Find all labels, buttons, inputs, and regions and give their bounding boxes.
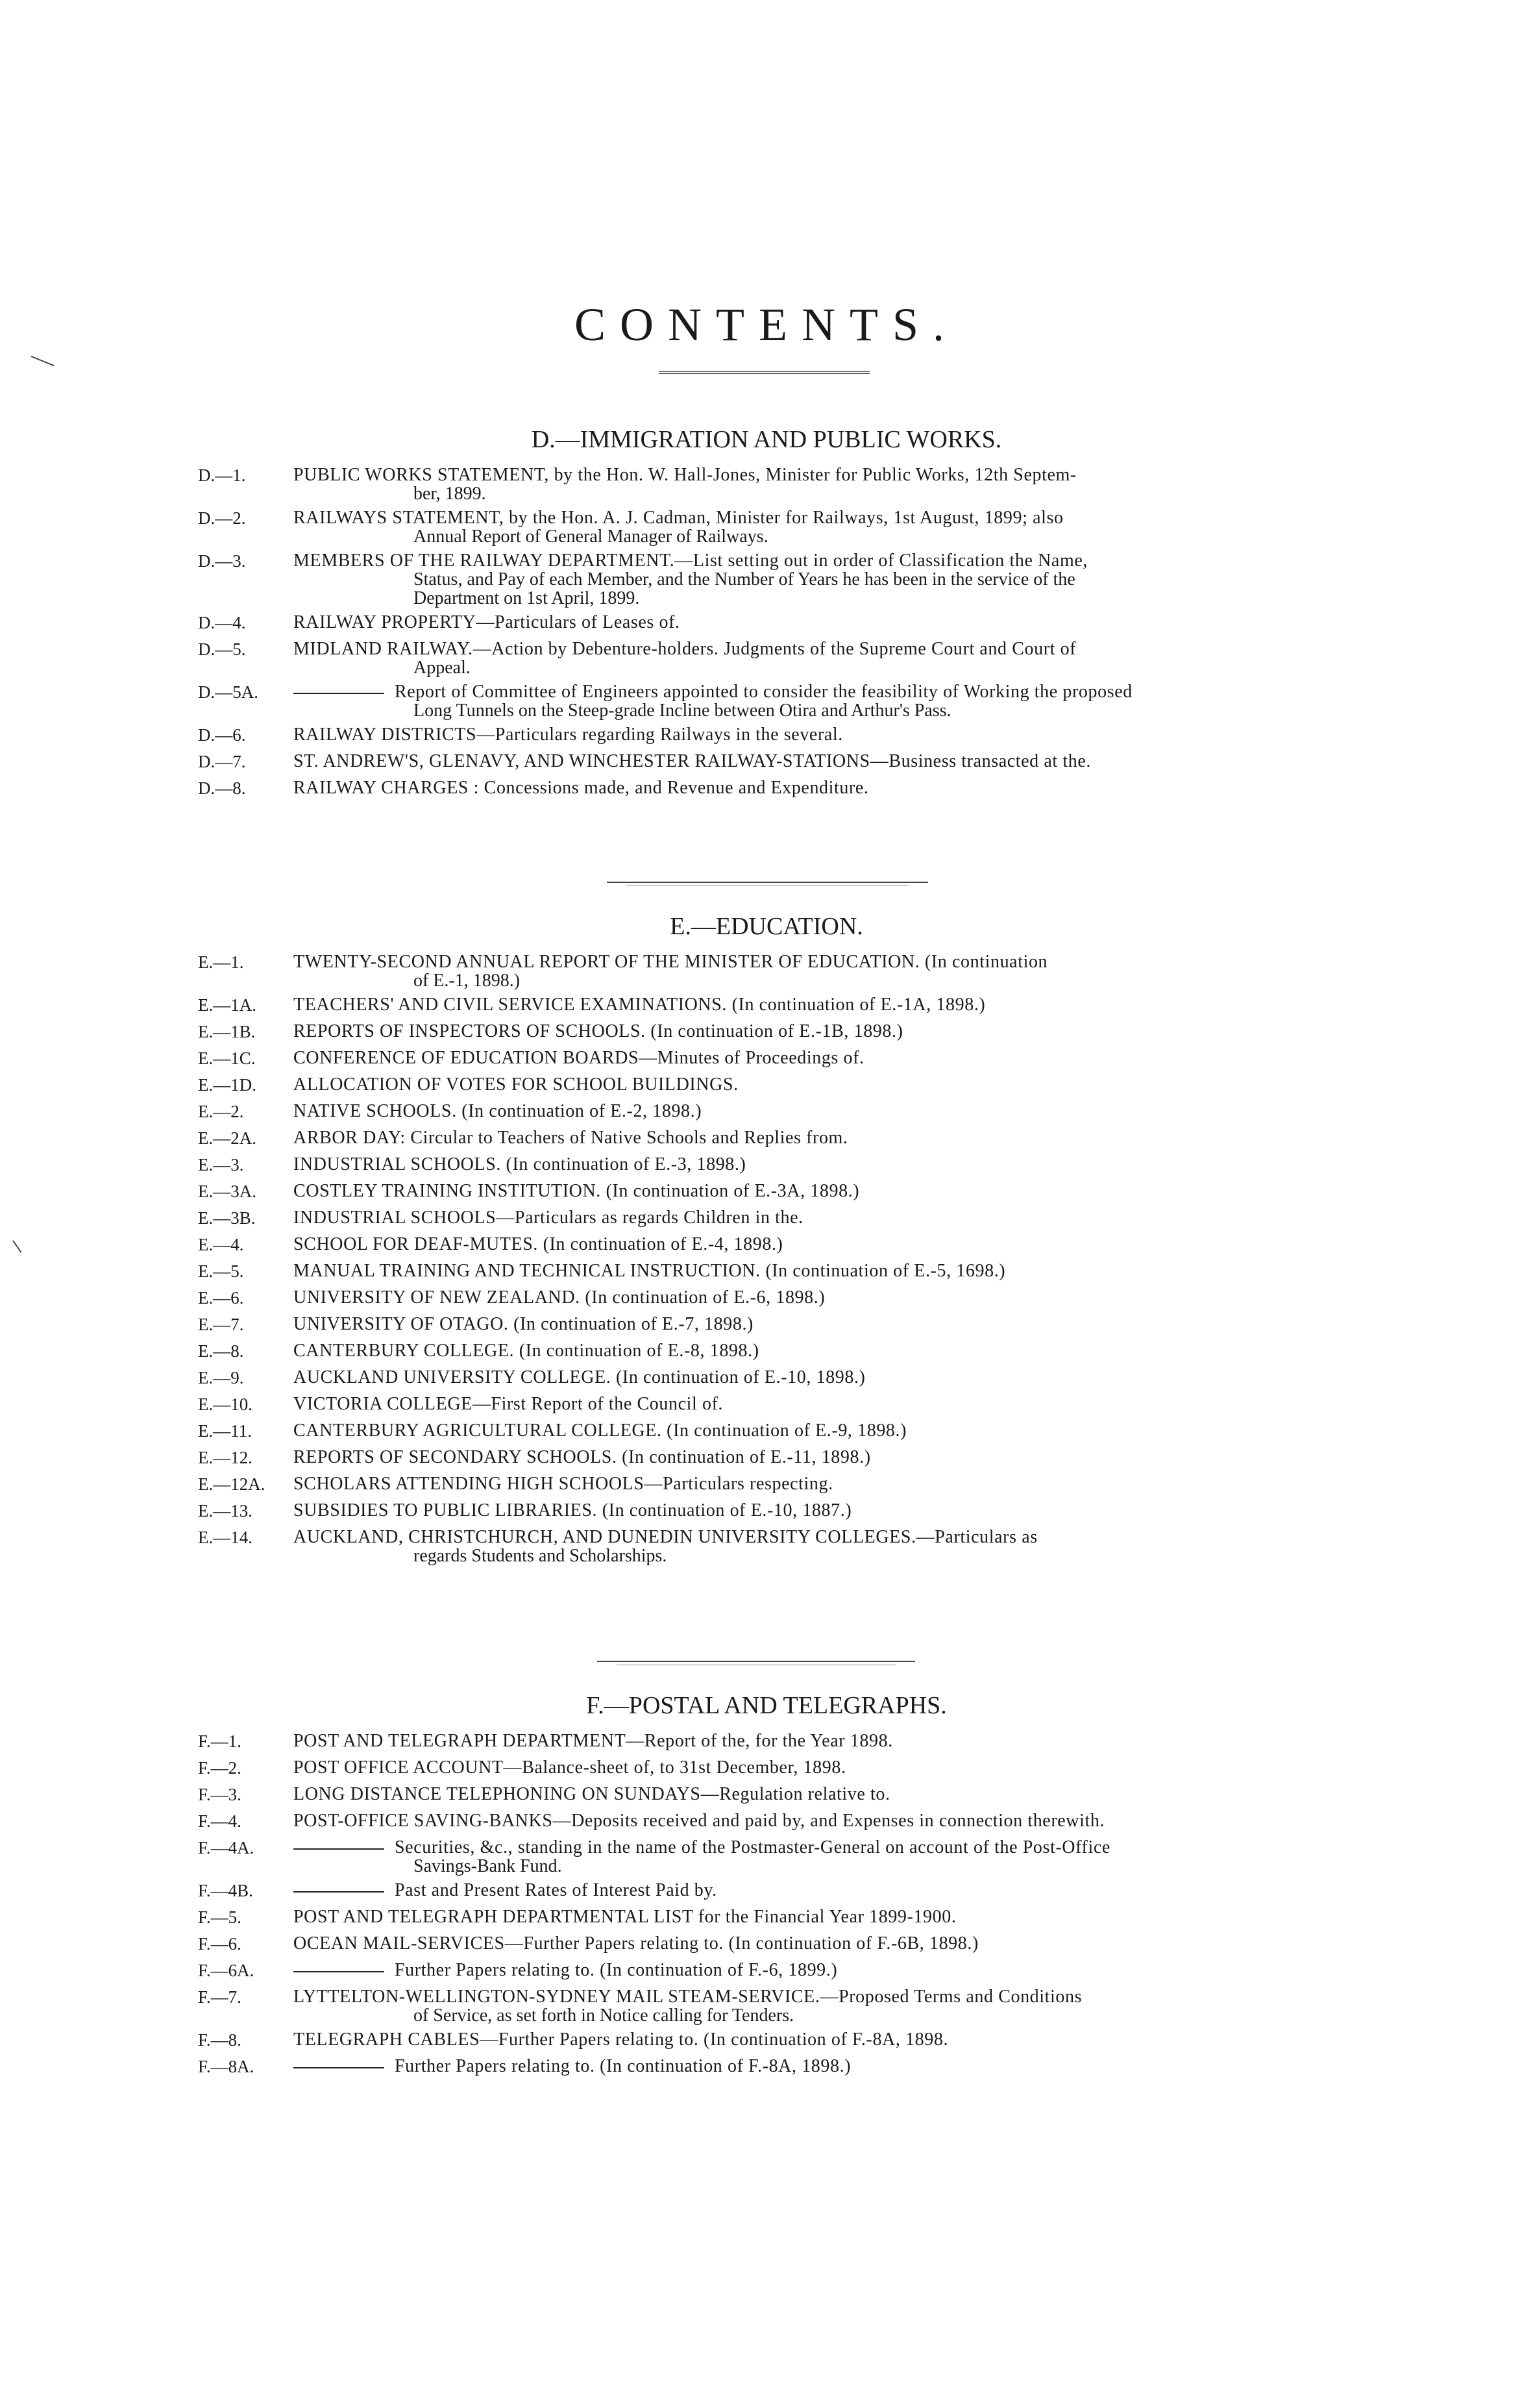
entry-first-line: CANTERBURY COLLEGE. (In continuation of E.-8, 1898.): [293, 1341, 759, 1361]
entry-first-line: AUCKLAND UNIVERSITY COLLEGE. (In continuation of E.-10, 1898.): [293, 1367, 866, 1387]
entry-first-line: SCHOOL FOR DEAF-MUTES. (In continuation of E.-4, 1898.): [293, 1234, 783, 1254]
contents-entry: [0, 1783, 1533, 1806]
entry-first-line: LONG DISTANCE TELEPHONING ON SUNDAYS—Regulation relative to.: [293, 1784, 890, 1804]
entry-first-line: VICTORIA COLLEGE—First Report of the Council of.: [293, 1394, 724, 1414]
entry-text: [293, 1047, 1325, 1067]
entry-first-line: Report of Committee of Engineers appointed to consider the feasibility of Working the proposed: [395, 682, 1133, 702]
contents-entry: [0, 1100, 1533, 1123]
entry-text: [293, 549, 1325, 608]
entry-first-line: ALLOCATION OF VOTES FOR SCHOOL BUILDINGS.: [293, 1074, 739, 1095]
entry-code: E.—1B.: [198, 1022, 256, 1041]
contents-entry: [0, 2028, 1533, 2052]
entry-first-line: SUBSIDIES TO PUBLIC LIBRARIES. (In continuation of E.-10, 1887.): [293, 1500, 852, 1521]
entry-code: E.—8.: [198, 1341, 244, 1361]
entry-text: [293, 723, 1325, 744]
entry-text: [293, 776, 1325, 797]
contents-entry: [0, 1499, 1533, 1522]
entry-text: [293, 506, 1325, 546]
entry-code: D.—5.: [198, 639, 246, 659]
entry-text: [293, 1233, 1325, 1254]
entry-continuation-line: ber, 1899.: [413, 484, 486, 504]
contents-entry: [0, 506, 1533, 546]
contents-entry: [0, 750, 1533, 773]
entry-code: E.—1.: [198, 952, 244, 972]
entry-first-line: Securities, &c., standing in the name of the Postmaster-General on account of the Post-Office: [395, 1837, 1110, 1857]
entry-text: [293, 1446, 1325, 1467]
contents-entry: [0, 1180, 1533, 1203]
entry-first-line: Past and Present Rates of Interest Paid by.: [395, 1880, 717, 1900]
contents-entry: [0, 950, 1533, 990]
entry-code: E.—1A.: [198, 995, 256, 1015]
entry-first-line: RAILWAY CHARGES : Concessions made, and Revenue and Expenditure.: [293, 778, 869, 798]
contents-entry: [0, 1959, 1533, 1982]
entry-first-line: INDUSTRIAL SCHOOLS. (In continuation of E.-3, 1898.): [293, 1154, 746, 1174]
entry-text: [293, 1730, 1325, 1750]
entry-code: F.—2.: [198, 1758, 241, 1778]
entry-code: E.—3A.: [198, 1182, 256, 1201]
entry-code: E.—5.: [198, 1261, 244, 1281]
contents-entry: [0, 464, 1533, 503]
entry-text: [293, 1472, 1325, 1493]
entry-code: D.—3.: [198, 551, 246, 571]
entry-code: F.—8A.: [198, 2057, 254, 2076]
ditto-dash: [293, 1848, 384, 1850]
contents-entry: [0, 1526, 1533, 1565]
contents-entry: [0, 1932, 1533, 1955]
entry-continuation-line: Department on 1st April, 1899.: [413, 588, 640, 608]
contents-entry: [0, 1260, 1533, 1283]
contents-entry: [0, 549, 1533, 608]
entry-first-line: POST-OFFICE SAVING-BANKS—Deposits received and paid by, and Expenses in connection therewith.: [293, 1811, 1105, 1831]
entry-code: D.—6.: [198, 725, 246, 745]
entry-first-line: Further Papers relating to. (In continuation of F.-8A, 1898.): [395, 2056, 852, 2076]
entry-text: [293, 1499, 1325, 1520]
entry-text: [293, 2028, 1325, 2049]
contents-entry: [0, 1756, 1533, 1780]
contents-entry: [0, 1206, 1533, 1230]
entry-text: [293, 2055, 1325, 2076]
entry-code: E.—9.: [198, 1368, 244, 1387]
ditto-dash: [293, 1971, 384, 1972]
contents-entry: [0, 1446, 1533, 1469]
section-divider: [607, 882, 928, 883]
ditto-dash: [293, 1891, 384, 1893]
entry-code: E.—14.: [198, 1528, 252, 1547]
entry-text: [293, 1783, 1325, 1804]
entry-text: [293, 1339, 1325, 1360]
entry-text: [293, 1286, 1325, 1307]
scan-mark: [31, 356, 55, 366]
entry-code: E.—13.: [198, 1501, 252, 1521]
entry-code: E.—4.: [198, 1235, 244, 1254]
section-heading: E.—EDUCATION.: [670, 913, 863, 940]
entry-text: [293, 1260, 1325, 1280]
contents-entry: [0, 723, 1533, 747]
entry-first-line: NATIVE SCHOOLS. (In continuation of E.-2, 1898.): [293, 1101, 702, 1121]
entry-first-line: RAILWAYS STATEMENT, by the Hon. A. J. Cadman, Minister for Railways, 1st August, 1899; also: [293, 508, 1064, 528]
entry-code: E.—7.: [198, 1315, 244, 1334]
entry-first-line: TEACHERS' AND CIVIL SERVICE EXAMINATIONS. (In continuation of E.-1A, 1898.): [293, 995, 986, 1015]
entry-text: [293, 1206, 1325, 1227]
entry-first-line: INDUSTRIAL SCHOOLS—Particulars as regards Children in the.: [293, 1208, 803, 1228]
entry-continuation-line: Savings-Bank Fund.: [413, 1856, 562, 1876]
contents-entry: [0, 1905, 1533, 1929]
entry-text: [293, 1100, 1325, 1121]
entry-continuation-line: Annual Report of General Manager of Railways.: [413, 527, 768, 547]
contents-entry: [0, 1730, 1533, 1753]
entry-text: [293, 1932, 1325, 1953]
entry-first-line: AUCKLAND, CHRISTCHURCH, AND DUNEDIN UNIVERSITY COLLEGES.—Particulars as: [293, 1527, 1038, 1547]
contents-entry: [0, 776, 1533, 800]
entry-code: D.—5A.: [198, 682, 258, 702]
contents-entry: [0, 1313, 1533, 1336]
entry-first-line: TELEGRAPH CABLES—Further Papers relating to. (In continuation of F.-8A, 1898.: [293, 2029, 949, 2050]
entry-first-line: UNIVERSITY OF NEW ZEALAND. (In continuation of E.-6, 1898.): [293, 1287, 826, 1308]
entry-code: E.—3B.: [198, 1208, 256, 1228]
contents-entry: [0, 611, 1533, 634]
entry-continuation-line: Status, and Pay of each Member, and the Number of Years he has been in the service of the: [413, 569, 1075, 590]
contents-entry: [0, 1393, 1533, 1416]
entry-first-line: OCEAN MAIL-SERVICES—Further Papers relating to. (In continuation of F.-6B, 1898.): [293, 1933, 979, 1954]
ditto-dash: [293, 2067, 384, 2068]
ditto-dash: [293, 693, 384, 694]
entry-text: [293, 1073, 1325, 1094]
contents-entry: [0, 1020, 1533, 1043]
entry-code: D.—4.: [198, 613, 246, 632]
entry-text: [293, 611, 1325, 632]
entry-code: D.—1.: [198, 465, 246, 485]
section-heading: F.—POSTAL AND TELEGRAPHS.: [586, 1692, 947, 1719]
entry-first-line: REPORTS OF SECONDARY SCHOOLS. (In continuation of E.-11, 1898.): [293, 1447, 871, 1467]
entry-text: [293, 1959, 1325, 1980]
entry-first-line: MIDLAND RAILWAY.—Action by Debenture-holders. Judgments of the Supreme Court and Court of: [293, 639, 1077, 659]
contents-entry: [0, 1339, 1533, 1363]
entry-code: E.—11.: [198, 1421, 252, 1441]
entry-continuation-line: regards Students and Scholarships.: [413, 1546, 667, 1566]
entry-text: [293, 1180, 1325, 1200]
entry-text: [293, 1153, 1325, 1174]
entry-code: E.—3.: [198, 1155, 244, 1174]
contents-entry: [0, 1047, 1533, 1070]
section-heading: D.—IMMIGRATION AND PUBLIC WORKS.: [531, 426, 1002, 453]
contents-entry: [0, 993, 1533, 1017]
entry-text: [293, 464, 1325, 503]
entry-first-line: SCHOLARS ATTENDING HIGH SCHOOLS—Particulars respecting.: [293, 1474, 833, 1494]
entry-code: F.—4.: [198, 1811, 241, 1831]
entry-text: [293, 1366, 1325, 1387]
contents-entry: [0, 1879, 1533, 1902]
entry-code: D.—2.: [198, 508, 246, 528]
entry-first-line: PUBLIC WORKS STATEMENT, by the Hon. W. Hall-Jones, Minister for Public Works, 12th Septem-: [293, 465, 1077, 485]
contents-entry: [0, 1126, 1533, 1150]
entry-first-line: ARBOR DAY: Circular to Teachers of Native Schools and Replies from.: [293, 1128, 848, 1148]
contents-entry: [0, 1153, 1533, 1176]
entry-first-line: POST OFFICE ACCOUNT—Balance-sheet of, to 31st December, 1898.: [293, 1757, 846, 1778]
entry-first-line: POST AND TELEGRAPH DEPARTMENT—Report of the, for the Year 1898.: [293, 1731, 893, 1751]
entry-code: E.—1C.: [198, 1049, 256, 1068]
entry-first-line: COSTLEY TRAINING INSTITUTION. (In continuation of E.-3A, 1898.): [293, 1181, 860, 1201]
entry-text: [293, 1313, 1325, 1334]
section-education: [0, 912, 1533, 1569]
contents-entry: [0, 1233, 1533, 1256]
entry-code: E.—6.: [198, 1288, 244, 1308]
entry-code: D.—7.: [198, 752, 246, 771]
entry-code: F.—7.: [198, 1987, 241, 2007]
entry-code: E.—1D.: [198, 1075, 256, 1095]
entry-code: F.—6.: [198, 1934, 241, 1954]
entry-code: E.—2A.: [198, 1128, 256, 1148]
entry-first-line: RAILWAY DISTRICTS—Particulars regarding Railways in the several.: [293, 725, 843, 745]
entry-first-line: RAILWAY PROPERTY—Particulars of Leases of.: [293, 612, 680, 632]
entry-text: [293, 750, 1325, 771]
page-title: CONTENTS.: [574, 299, 959, 351]
entry-first-line: CONFERENCE OF EDUCATION BOARDS—Minutes of Proceedings of.: [293, 1048, 865, 1068]
contents-entry: [0, 680, 1533, 720]
entry-first-line: TWENTY-SECOND ANNUAL REPORT OF THE MINISTER OF EDUCATION. (In continuation: [293, 952, 1048, 972]
entry-first-line: REPORTS OF INSPECTORS OF SCHOOLS. (In continuation of E.-1B, 1898.): [293, 1021, 903, 1041]
entry-first-line: POST AND TELEGRAPH DEPARTMENTAL LIST for the Financial Year 1899-1900.: [293, 1907, 957, 1927]
entry-text: [293, 1419, 1325, 1440]
contents-entry: [0, 2055, 1533, 2078]
entry-code: D.—8.: [198, 778, 246, 798]
entry-code: F.—8.: [198, 2030, 241, 2050]
entry-text: [293, 1879, 1325, 1900]
entry-text: [293, 1985, 1325, 2025]
entry-text: [293, 1836, 1325, 1876]
entry-first-line: MANUAL TRAINING AND TECHNICAL INSTRUCTION. (In continuation of E.-5, 1698.): [293, 1261, 1006, 1281]
entry-text: [293, 993, 1325, 1014]
entry-continuation-line: Appeal.: [413, 658, 471, 678]
entry-code: E.—12A.: [198, 1474, 265, 1494]
entry-code: F.—4B.: [198, 1881, 253, 1900]
entry-text: [293, 1756, 1325, 1777]
entry-code: E.—2.: [198, 1102, 244, 1121]
entry-continuation-line: Long Tunnels on the Steep-grade Incline between Otira and Arthur's Pass.: [413, 701, 951, 721]
entry-continuation-line: of E.-1, 1898.): [413, 971, 521, 991]
entry-text: [293, 1905, 1325, 1926]
entry-code: E.—10.: [198, 1395, 252, 1414]
entry-text: [293, 950, 1325, 990]
entry-first-line: Further Papers relating to. (In continuation of F.-6, 1899.): [395, 1960, 838, 1980]
entry-text: [293, 1526, 1325, 1565]
entry-code: E.—12.: [198, 1448, 252, 1467]
section-immigration-public-works: [0, 425, 1533, 803]
contents-entry: [0, 1836, 1533, 1876]
entry-text: [293, 1393, 1325, 1413]
entry-first-line: LYTTELTON-WELLINGTON-SYDNEY MAIL STEAM-SERVICE.—Proposed Terms and Conditions: [293, 1987, 1083, 2007]
section-postal-telegraphs: [0, 1691, 1533, 2081]
contents-entry: [0, 1073, 1533, 1097]
entry-text: [293, 1020, 1325, 1041]
contents-entry: [0, 1286, 1533, 1310]
entry-text: [293, 680, 1325, 720]
entry-code: F.—1.: [198, 1732, 241, 1751]
section-divider: [597, 1661, 915, 1662]
entry-text: [293, 1809, 1325, 1830]
entry-code: F.—3.: [198, 1785, 241, 1804]
entry-code: F.—5.: [198, 1907, 241, 1927]
entry-code: F.—6A.: [198, 1961, 254, 1980]
entry-text: [293, 1126, 1325, 1147]
entry-first-line: MEMBERS OF THE RAILWAY DEPARTMENT.—List setting out in order of Classification the Name,: [293, 551, 1088, 571]
entry-continuation-line: of Service, as set forth in Notice calling for Tenders.: [413, 2005, 794, 2026]
contents-entry: [0, 638, 1533, 677]
entry-text: [293, 638, 1325, 677]
contents-entry: [0, 1809, 1533, 1833]
entry-first-line: UNIVERSITY OF OTAGO. (In continuation of E.-7, 1898.): [293, 1314, 754, 1334]
entry-first-line: ST. ANDREW'S, GLENAVY, AND WINCHESTER RAILWAY-STATIONS—Business transacted at the.: [293, 751, 1091, 771]
contents-entry: [0, 1419, 1533, 1443]
contents-entry: [0, 1985, 1533, 2025]
contents-entry: [0, 1366, 1533, 1389]
entry-first-line: CANTERBURY AGRICULTURAL COLLEGE. (In continuation of E.-9, 1898.): [293, 1421, 907, 1441]
title-divider: [659, 371, 870, 374]
entry-code: F.—4A.: [198, 1838, 254, 1857]
contents-entry: [0, 1472, 1533, 1496]
